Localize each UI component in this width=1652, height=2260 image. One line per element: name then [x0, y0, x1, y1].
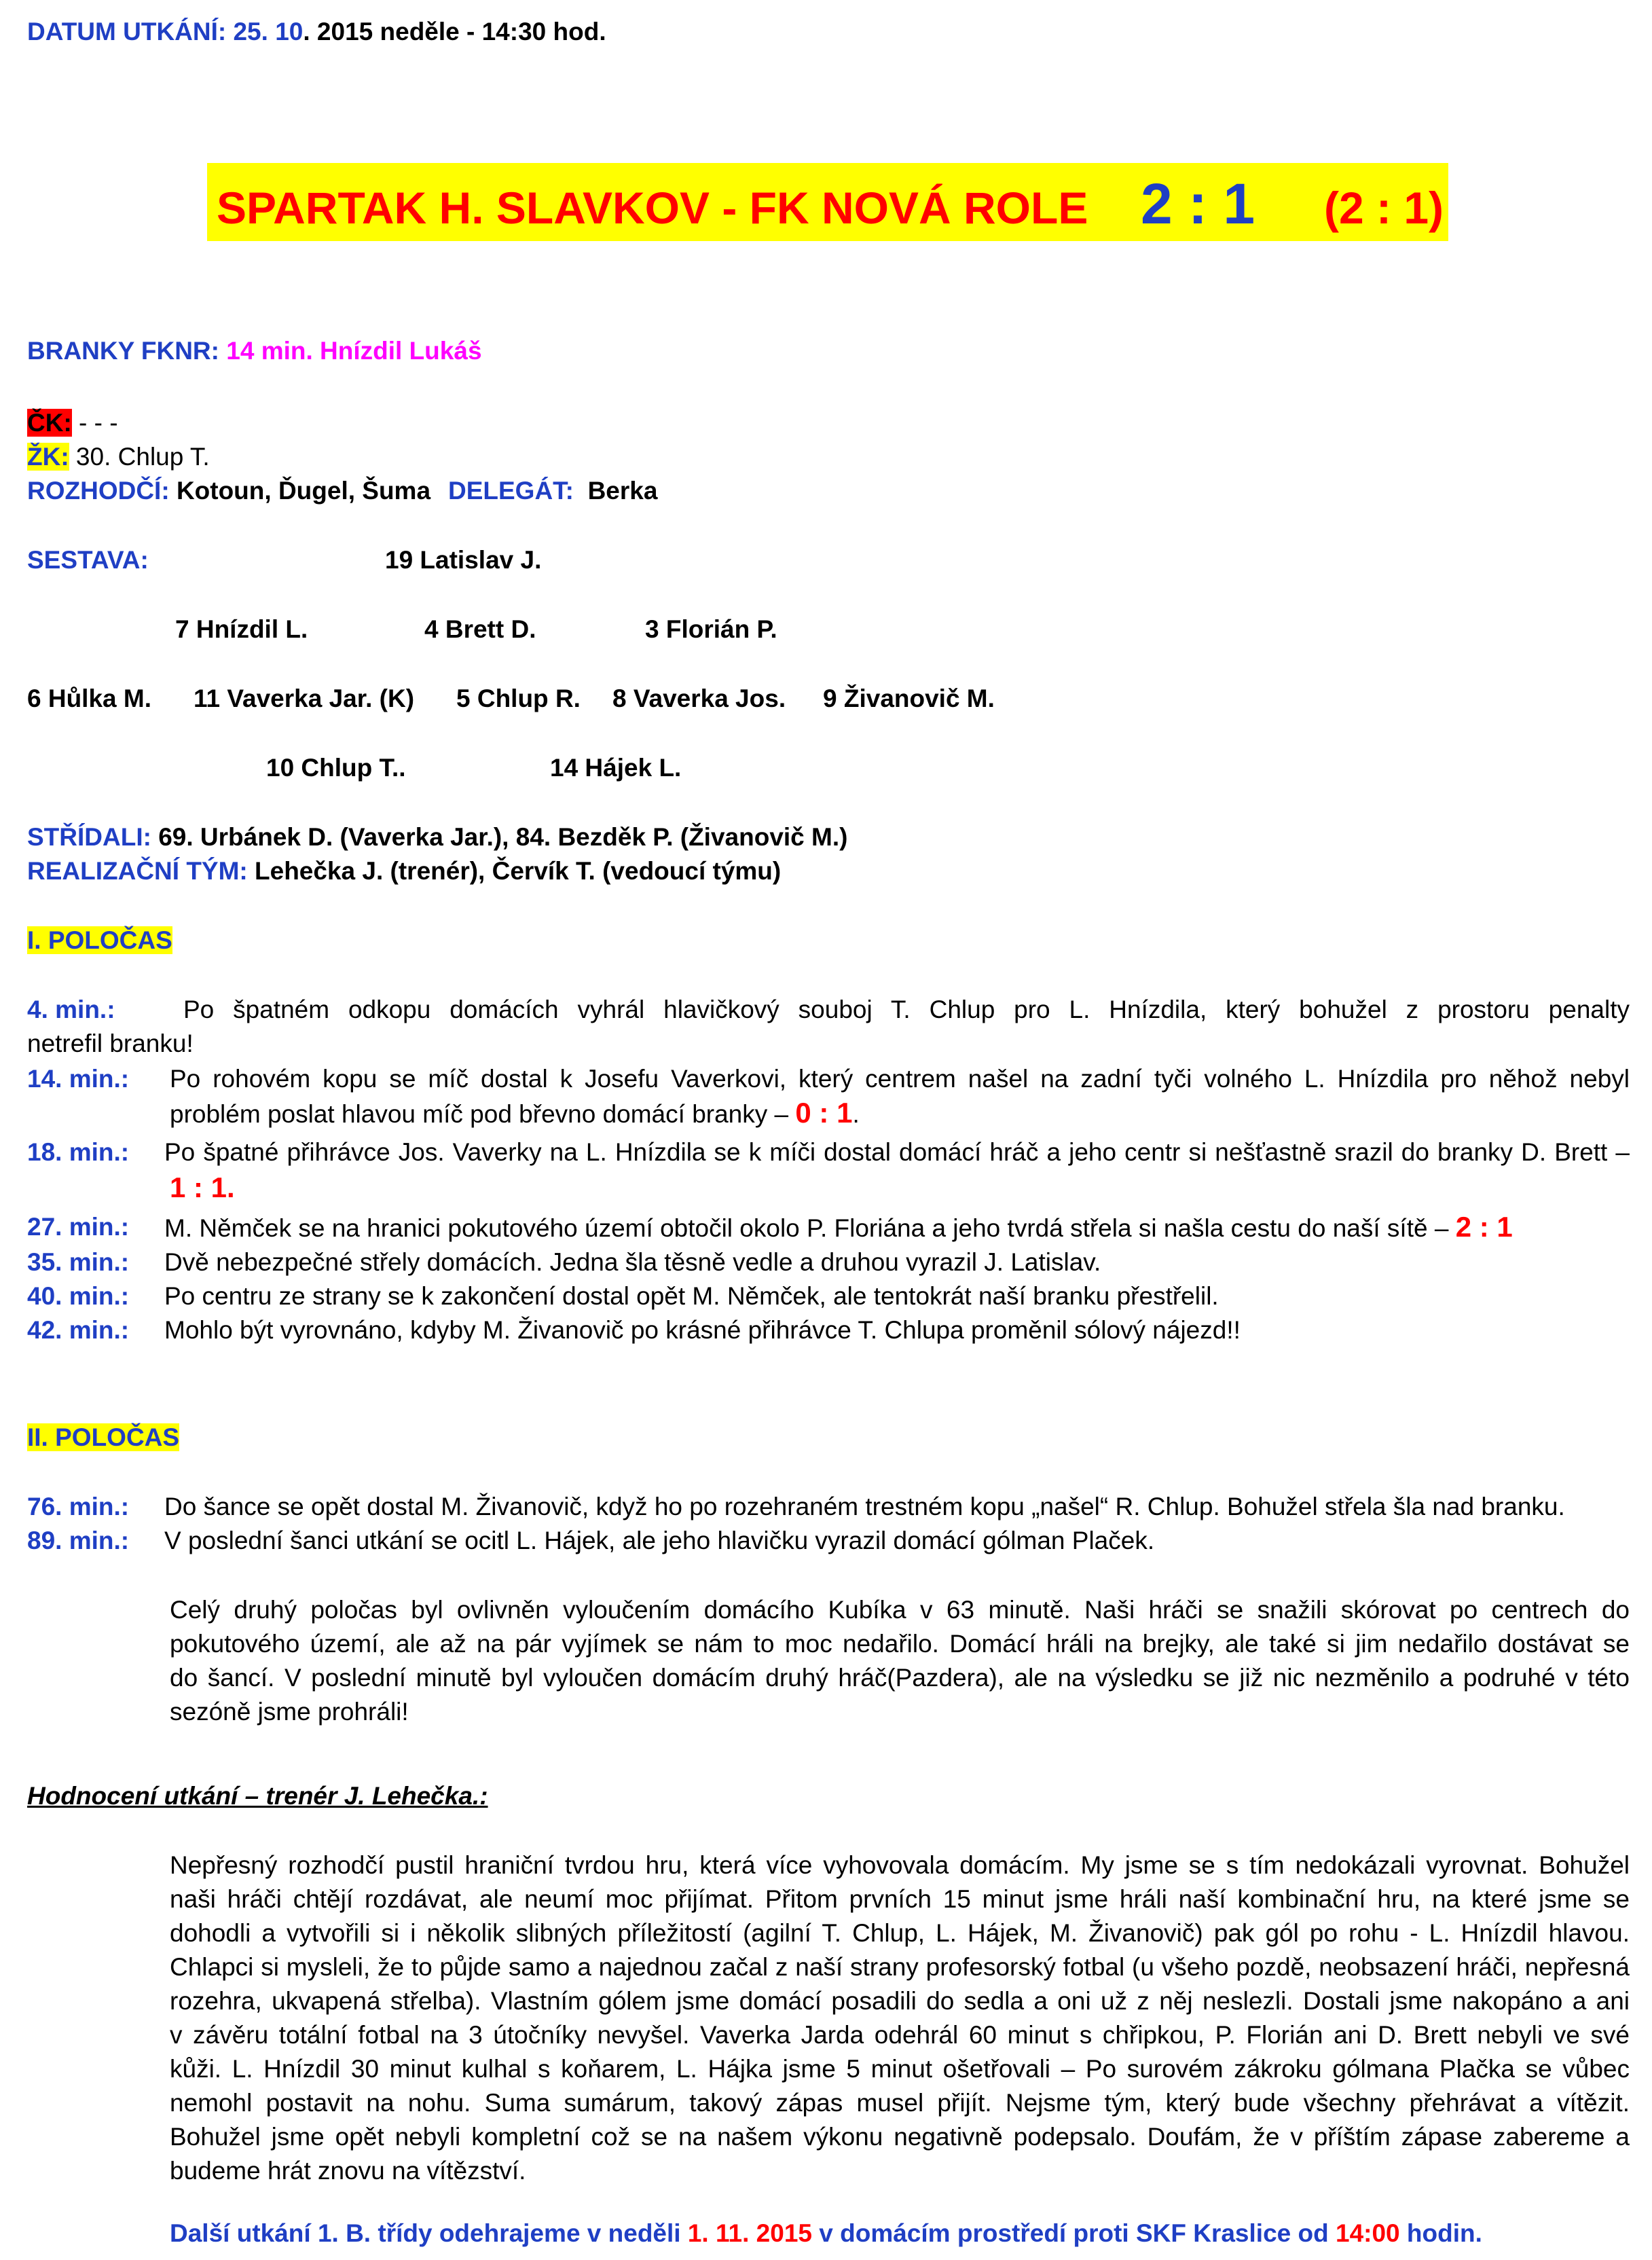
goals-line — [27, 334, 482, 368]
evaluation-line: Bohužel jsme opět nebyli kompletní což se na našem výkonu negativně podepsalo. Doufám, že v příštím zápase zabereme a — [170, 2123, 1630, 2151]
evaluation-line: Nepřesný rozhodčí pustil hraniční tvrdou hru, která více vyhovovala domácím. My jsme se s tím nedokázali vyrovnat. Bohužel — [170, 1851, 1630, 1879]
next-match-line — [170, 2217, 1482, 2250]
event-text: Mohlo být vyrovnáno, kdyby M. Živanovič po krásné přihrávce T. Chlupa proměnil sólový nájezd!! — [164, 1316, 1241, 1344]
yellow-card-value: 30. Chlup T. — [69, 443, 210, 471]
evaluation-text — [170, 1848, 1630, 2188]
lineup-midfielder: 5 Chlup R. — [456, 685, 581, 712]
lineup-goalkeeper: 19 Latislav J. — [385, 546, 542, 574]
goals-value: 14 min. Hnízdil Lukáš — [226, 337, 482, 365]
delegate-line — [448, 474, 657, 508]
substitutions-label: STŘÍDALI: — [27, 823, 151, 851]
evaluation-line: naši hráči chtějí rozdávat, ale neumí moc přijímat. Přitom prvních 15 minut jsme hráli naší kombinační hru, na které jsme se — [170, 1885, 1630, 1913]
evaluation-line: kůži. L. Hnízdil 30 minut kulhal s koňarem, L. Hájka jsme 5 minut ošetřovali – Po surovém zákroku gólmana Plačka se vůbec — [170, 2055, 1630, 2083]
lineup-midfielder: 9 Živanovič M. — [823, 685, 995, 712]
red-card-label: ČK: — [27, 409, 72, 437]
evaluation-line: Chlapci si mysleli, že to půjde samo a najednou začal z naší strany profesorský fotbal (u všeho pozdě, neobsazení hráči, nepřesná — [170, 1953, 1630, 1981]
event-text-continued — [170, 1171, 235, 1206]
second-half-heading — [27, 1421, 179, 1455]
date-rest: . 2015 neděle - 14:30 hod. — [303, 18, 606, 45]
yellow-cards-line — [27, 440, 210, 474]
next-match-time: 14:00 — [1336, 2219, 1400, 2247]
referee-label: ROZHODČÍ: — [27, 477, 170, 505]
lineup-defender: 7 Hnízdil L. — [175, 615, 308, 643]
goals-label: BRANKY FKNR: — [27, 337, 219, 365]
event-text: Do šance se opět dostal M. Živanovič, když ho po rozehraném trestném kopu „našel“ R. Chlup. Bohužel střela šla nad branku. — [164, 1493, 1565, 1520]
date-day: 25. 10 — [233, 18, 304, 45]
event-score: 1 : 1. — [170, 1171, 235, 1203]
event-text: Po centru ze strany se k zakončení dostal opět M. Němček, ale tentokrát naší branku přestřelil. — [164, 1282, 1219, 1310]
event-minute: 76. min.: — [27, 1493, 130, 1520]
evaluation-line: v závěru totální fotbal na 3 útočníky nevyšel. Vaverka Jarda odehrál 60 minut s chřipkou, P. Florián ani D. Brett nebyli ve své — [170, 2021, 1630, 2049]
evaluation-line: rozehra, ukvapená střelba). Vlastním gólem jsme domácí posadili do sedla a oni už z něj neslezli. Dostali jsme nakopáno a ani — [170, 1987, 1630, 2015]
summary-line: Celý druhý poločas byl ovlivněn vyloučením domácího Kubíka v 63 minutě. Naši hráči se snažili skórovat po centrech do — [170, 1596, 1630, 1624]
event-minute: 4. min.: — [27, 996, 115, 1023]
second-half-summary — [170, 1593, 1630, 1729]
match-title-banner — [207, 163, 1448, 241]
event-text-part: problém poslat hlavou míč pod břevno domácí branky – — [170, 1100, 796, 1128]
delegate-value: Berka — [587, 477, 658, 505]
event-text-continued: netrefil branku! — [27, 1029, 194, 1057]
next-match-date: 1. 11. 2015 — [687, 2219, 812, 2247]
event-score: 0 : 1 — [795, 1097, 853, 1129]
evaluation-line: dohodli a vytvořili si i několik slibných příležitostí (agilní T. Chlup, L. Hájek, M. Živanovič) pak gól po rohu - L. Hnízdil hlavou. — [170, 1919, 1630, 1947]
event-minute: 27. min.: — [27, 1213, 130, 1241]
lineup-defender: 3 Florián P. — [645, 615, 777, 643]
event-text: Po špatném odkopu domácích vyhrál hlavičkový souboj T. Chlup pro L. Hnízdila, který bohužel z prostoru penalty — [183, 996, 1630, 1023]
lineup-defender: 4 Brett D. — [424, 615, 536, 643]
substitutions-line — [27, 820, 847, 854]
lineup-midfielder: 6 Hůlka M. — [27, 685, 151, 712]
referee-value: Kotoun, Ďugel, Šuma — [176, 477, 431, 505]
summary-line: sezóně jsme prohráli! — [170, 1698, 409, 1726]
evaluation-title: Hodnocení utkání – trenér J. Lehečka.: — [27, 1782, 488, 1810]
lineup-forward: 10 Chlup T.. — [266, 754, 406, 782]
event-text — [164, 1210, 1513, 1245]
lineup-forward: 14 Hájek L. — [550, 754, 682, 782]
event-minute: 14. min.: — [27, 1065, 130, 1093]
event-text: Po špatné přihrávce Jos. Vaverky na L. Hnízdila se k míči dostal domácí hráč a jeho centr si nešťastně srazil do branky D. Brett – — [164, 1138, 1630, 1166]
staff-line — [27, 854, 781, 888]
lineup-midfielder: 8 Vaverka Jos. — [612, 685, 786, 712]
event-minute: 42. min.: — [27, 1316, 130, 1344]
match-date-line — [27, 15, 606, 49]
event-minute: 18. min.: — [27, 1138, 130, 1166]
event-text: V poslední šanci utkání se ocitl L. Hájek, ale jeho hlavičku vyrazil domácí gólman Plaček. — [164, 1527, 1155, 1554]
second-half-title: II. POLOČAS — [27, 1423, 180, 1451]
first-half-heading — [27, 924, 172, 958]
event-text-tail: . — [852, 1100, 860, 1128]
staff-label: REALIZAČNÍ TÝM: — [27, 857, 248, 885]
staff-value: Lehečka J. (trenér), Červík T. (vedoucí týmu) — [255, 857, 782, 885]
next-match-text: v domácím prostředí proti SKF Kraslice od — [811, 2219, 1336, 2247]
event-text: Po rohovém kopu se míč dostal k Josefu Vaverkovi, který centrem našel na zadní tyči volného L. Hnízdila pro něhož nebyl — [170, 1065, 1630, 1093]
event-text: Dvě nebezpečné střely domácích. Jedna šla těsně vedle a druhou vyrazil J. Latislav. — [164, 1248, 1101, 1276]
delegate-label: DELEGÁT: — [448, 477, 574, 505]
event-minute: 35. min.: — [27, 1248, 130, 1276]
next-match-text: Další utkání 1. B. třídy odehrajeme v neděli — [170, 2219, 688, 2247]
match-teams: SPARTAK H. SLAVKOV - FK NOVÁ ROLE — [217, 183, 1088, 233]
date-label: DATUM UTKÁNÍ: — [27, 18, 227, 45]
yellow-card-label: ŽK: — [27, 443, 69, 471]
lineup-midfielder: 11 Vaverka Jar. (K) — [194, 685, 415, 712]
evaluation-line: nemohl postavit na nohu. Suma sumárum, takový zápas musel přijít. Nejsme tým, který bude všechny přehrávat a vítězit. — [170, 2089, 1630, 2117]
first-half-title: I. POLOČAS — [27, 926, 172, 954]
summary-line: do šancí. V poslední minutě byl vyloučen domácím druhý hráč(Pazdera), ale na výsledku se již nic nezměnilo a podruhé v této — [170, 1664, 1630, 1692]
event-text-part: M. Němček se na hranici pokutového území obtočil okolo P. Floriána a jeho tvrdá střela si našla cestu do naší sítě – — [164, 1214, 1456, 1242]
evaluation-line: budeme hrát znovu na vítězství. — [170, 2157, 526, 2185]
lineup-label: SESTAVA: — [27, 546, 149, 574]
event-minute: 40. min.: — [27, 1282, 130, 1310]
red-card-value: - - - — [71, 409, 118, 437]
event-score: 2 : 1 — [1455, 1211, 1513, 1243]
event-minute: 89. min.: — [27, 1527, 130, 1554]
final-score: 2 : 1 — [1141, 172, 1255, 236]
event-text-continued — [170, 1096, 860, 1131]
red-cards-line — [27, 406, 118, 440]
officials-line — [27, 474, 430, 508]
substitutions-value: 69. Urbánek D. (Vaverka Jar.), 84. Bezděk P. (Živanovič M.) — [158, 823, 848, 851]
summary-line: pokutového území, ale až na pár vyjímek se nám to moc nedařilo. Domácí hráli na brejky, ale také si jim nedařilo dostávat se — [170, 1630, 1630, 1658]
next-match-text: hodin. — [1399, 2219, 1482, 2247]
halftime-score: (2 : 1) — [1324, 183, 1444, 233]
